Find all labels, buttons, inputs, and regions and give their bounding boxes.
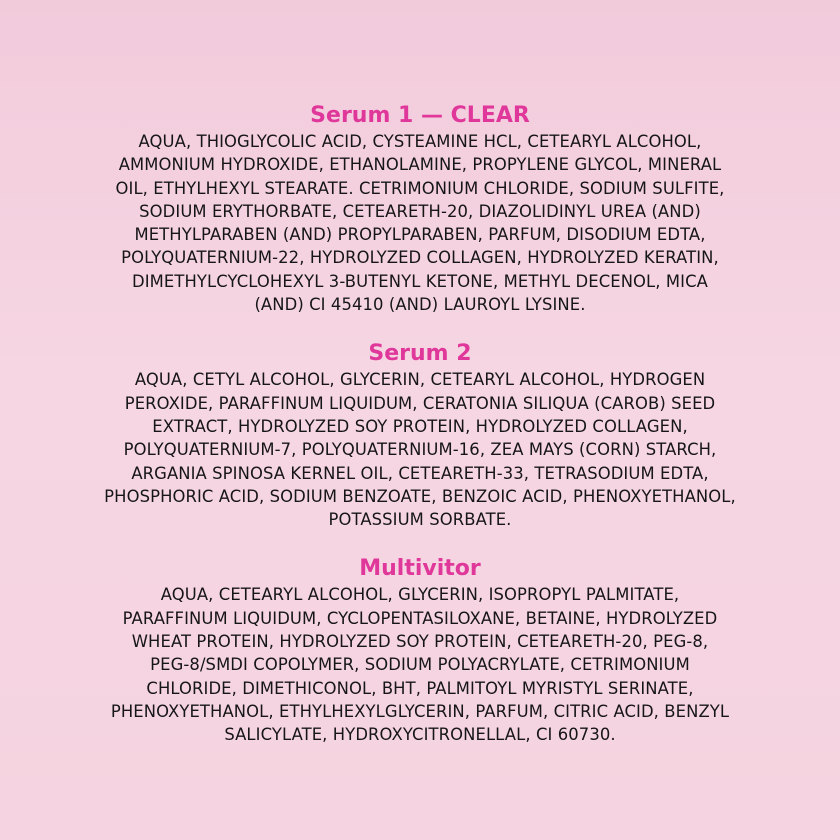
ingredients-line: PEROXIDE, PARAFFINUM LIQUIDUM, CERATONIA SILIQUA (CAROB) SEED bbox=[124, 393, 716, 413]
ingredients-line: (AND) CI 45410 (AND) LAUROYL LYSINE. bbox=[254, 295, 586, 315]
ingredients-list bbox=[50, 130, 790, 316]
ingredients-line: METHYLPARABEN (AND) PROPYLPARABEN, PARFUM, DISODIUM EDTA, bbox=[134, 225, 706, 245]
ingredients-line: WHEAT PROTEIN, HYDROLYZED SOY PROTEIN, CETEARETH-20, PEG-8, bbox=[131, 632, 709, 652]
serum-1-section bbox=[50, 102, 790, 316]
ingredients-line: AQUA, CETEARYL ALCOHOL, GLYCERIN, ISOPROPYL PALMITATE, bbox=[160, 585, 680, 605]
ingredients-line: POLYQUATERNIUM-22, HYDROLYZED COLLAGEN, HYDROLYZED KERATIN, bbox=[121, 248, 719, 268]
section-heading: Serum 2 bbox=[368, 341, 472, 367]
ingredients-line: PEG-8/SMDI COPOLYMER, SODIUM POLYACRYLATE, CETRIMONIUM bbox=[150, 655, 690, 675]
ingredients-line: AMMONIUM HYDROXIDE, ETHANOLAMINE, PROPYLENE GLYCOL, MINERAL bbox=[118, 155, 722, 175]
serum-2-section bbox=[50, 340, 790, 531]
ingredients-line: PHOSPHORIC ACID, SODIUM BENZOATE, BENZOIC ACID, PHENOXYETHANOL, bbox=[104, 486, 736, 506]
multivitor-section bbox=[50, 555, 790, 746]
ingredients-line: PHENOXYETHANOL, ETHYLHEXYLGLYCERIN, PARFUM, CITRIC ACID, BENZYL bbox=[110, 701, 730, 721]
ingredients-line: PARAFFINUM LIQUIDUM, CYCLOPENTASILOXANE, BETAINE, HYDROLYZED bbox=[122, 608, 718, 628]
ingredients-line: POTASSIUM SORBATE. bbox=[328, 510, 512, 530]
ingredients-line: SALICYLATE, HYDROXYCITRONELLAL, CI 60730. bbox=[224, 725, 616, 745]
ingredients-list bbox=[50, 368, 790, 531]
ingredients-line: POLYQUATERNIUM-7, POLYQUATERNIUM-16, ZEA MAYS (CORN) STARCH, bbox=[123, 440, 717, 460]
section-heading: Serum 1 — CLEAR bbox=[310, 103, 530, 128]
ingredients-line: EXTRACT, HYDROLYZED SOY PROTEIN, HYDROLYZED COLLAGEN, bbox=[152, 416, 688, 436]
ingredients-line: DIMETHYLCYCLOHEXYL 3-BUTENYL KETONE, METHYL DECENOL, MICA bbox=[132, 271, 708, 291]
ingredients-line: AQUA, CETYL ALCOHOL, GLYCERIN, CETEARYL ALCOHOL, HYDROGEN bbox=[134, 370, 706, 390]
ingredients-list bbox=[50, 583, 790, 746]
ingredients-line: ARGANIA SPINOSA KERNEL OIL, CETEARETH-33, TETRASODIUM EDTA, bbox=[131, 463, 709, 483]
section-heading: Multivitor bbox=[359, 556, 481, 582]
ingredients-line: SODIUM ERYTHORBATE, CETEARETH-20, DIAZOLIDINYL UREA (AND) bbox=[139, 201, 701, 221]
ingredients-line: CHLORIDE, DIMETHICONOL, BHT, PALMITOYL MYRISTYL SERINATE, bbox=[146, 678, 694, 698]
ingredients-line: AQUA, THIOGLYCOLIC ACID, CYSTEAMINE HCL, CETEARYL ALCOHOL, bbox=[138, 132, 702, 151]
ingredients-line: OIL, ETHYLHEXYL STEARATE. CETRIMONIUM CHLORIDE, SODIUM SULFITE, bbox=[115, 178, 725, 198]
